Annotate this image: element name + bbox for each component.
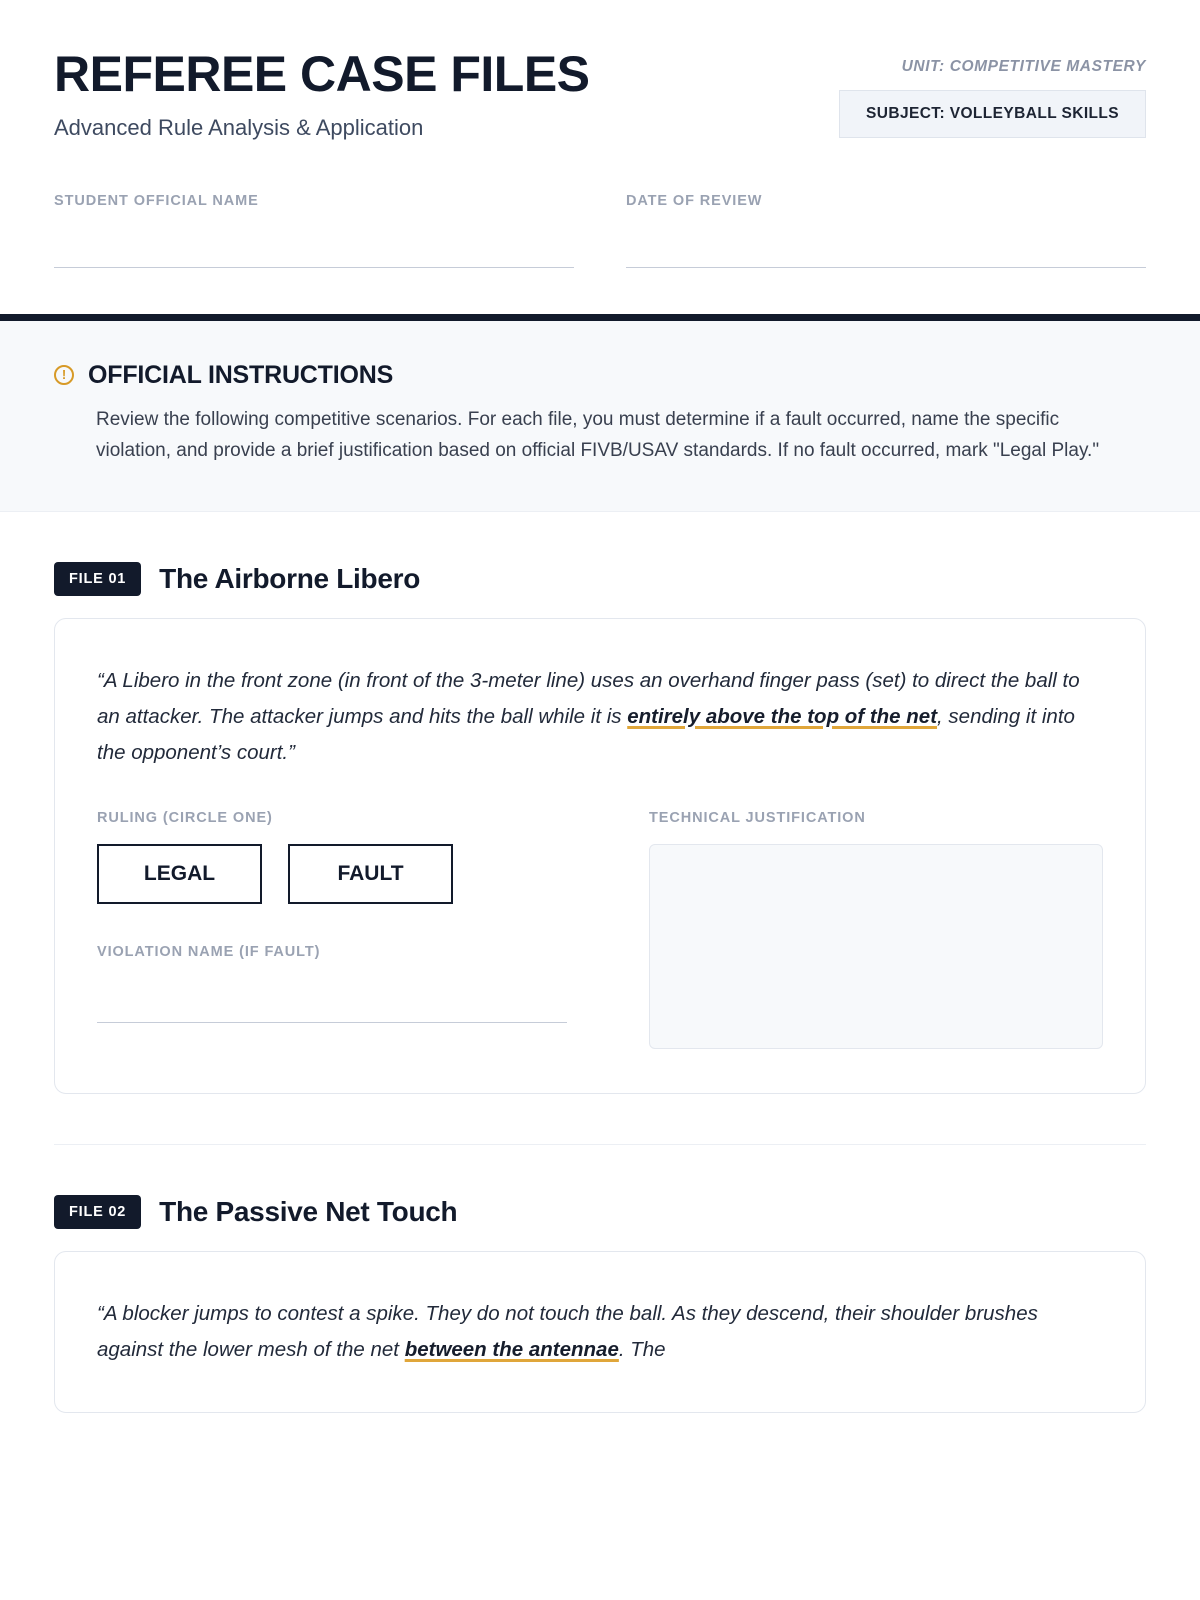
case-title: The Airborne Libero <box>159 563 421 595</box>
justification-label: TECHNICAL JUSTIFICATION <box>649 810 866 827</box>
justification-column <box>649 810 1103 1049</box>
student-name-label: STUDENT OFFICIAL NAME <box>54 192 259 209</box>
meta-block <box>839 48 1146 138</box>
violation-label: VIOLATION NAME (IF FAULT) <box>97 944 321 961</box>
header-divider <box>0 314 1200 321</box>
scenario-text <box>97 1296 1103 1367</box>
instructions-title: OFFICIAL INSTRUCTIONS <box>88 360 394 389</box>
student-name-field[interactable] <box>54 193 574 268</box>
page-title: REFEREE CASE FILES <box>54 46 590 102</box>
justification-textarea[interactable] <box>649 844 1103 1049</box>
date-label: DATE OF REVIEW <box>626 192 763 209</box>
file-badge: FILE 01 <box>54 562 141 596</box>
scenario-text <box>97 663 1103 770</box>
case-file-01 <box>0 512 1200 1145</box>
document-header <box>0 0 1200 141</box>
date-field[interactable] <box>626 193 1146 268</box>
file-badge: FILE 02 <box>54 1195 141 1229</box>
case-title: The Passive Net Touch <box>159 1196 458 1228</box>
ruling-option-legal[interactable]: LEGAL <box>97 844 262 904</box>
case-file-02 <box>0 1145 1200 1412</box>
scenario-text-post: . The <box>618 1337 666 1361</box>
scenario-text-pre: “A blocker jumps to contest a spike. They do not touch the ball. As they descend, their shoulder brushes against the lower mesh of the net <box>97 1302 1038 1361</box>
page-subtitle: Advanced Rule Analysis & Application <box>54 114 424 140</box>
case-card <box>54 1251 1146 1412</box>
violation-input-line[interactable] <box>97 1022 567 1023</box>
info-circle-icon: ! <box>54 365 74 385</box>
answer-area <box>97 810 1103 1049</box>
date-input-line[interactable] <box>626 267 1146 268</box>
scenario-text-post: , sending it into the opponent’s court.” <box>97 704 1075 764</box>
scenario-highlight: between the antennae <box>404 1337 619 1361</box>
student-name-input-line[interactable] <box>54 267 574 268</box>
ruling-label: RULING (CIRCLE ONE) <box>97 810 273 827</box>
instructions-body: Review the following competitive scenarios. For each file, you must determine if a fault occurred, name the specific violation, and provide a brief justification based on official FIVB/USAV standards. If no fault occurred, mark "Legal Play." <box>96 408 1100 462</box>
title-block <box>54 48 590 141</box>
instructions-panel <box>0 321 1200 513</box>
scenario-highlight: entirely above the top of the net <box>627 704 938 728</box>
case-card <box>54 618 1146 1094</box>
case-header <box>54 1145 1146 1229</box>
ruling-option-fault[interactable]: FAULT <box>288 844 453 904</box>
ruling-choices <box>97 844 597 904</box>
scenario-text-pre: “A Libero in the front zone (in front of the 3-meter line) uses an overhand finger pass (set) to direct the ball to an attacker. The attacker jumps and hits the ball while it is <box>97 669 1080 728</box>
subject-badge: SUBJECT: VOLLEYBALL SKILLS <box>839 90 1146 138</box>
ruling-column <box>97 810 597 1049</box>
instructions-header <box>54 361 1146 390</box>
unit-label: UNIT: COMPETITIVE MASTERY <box>901 58 1146 75</box>
case-header <box>54 512 1146 596</box>
student-fields <box>0 141 1200 268</box>
